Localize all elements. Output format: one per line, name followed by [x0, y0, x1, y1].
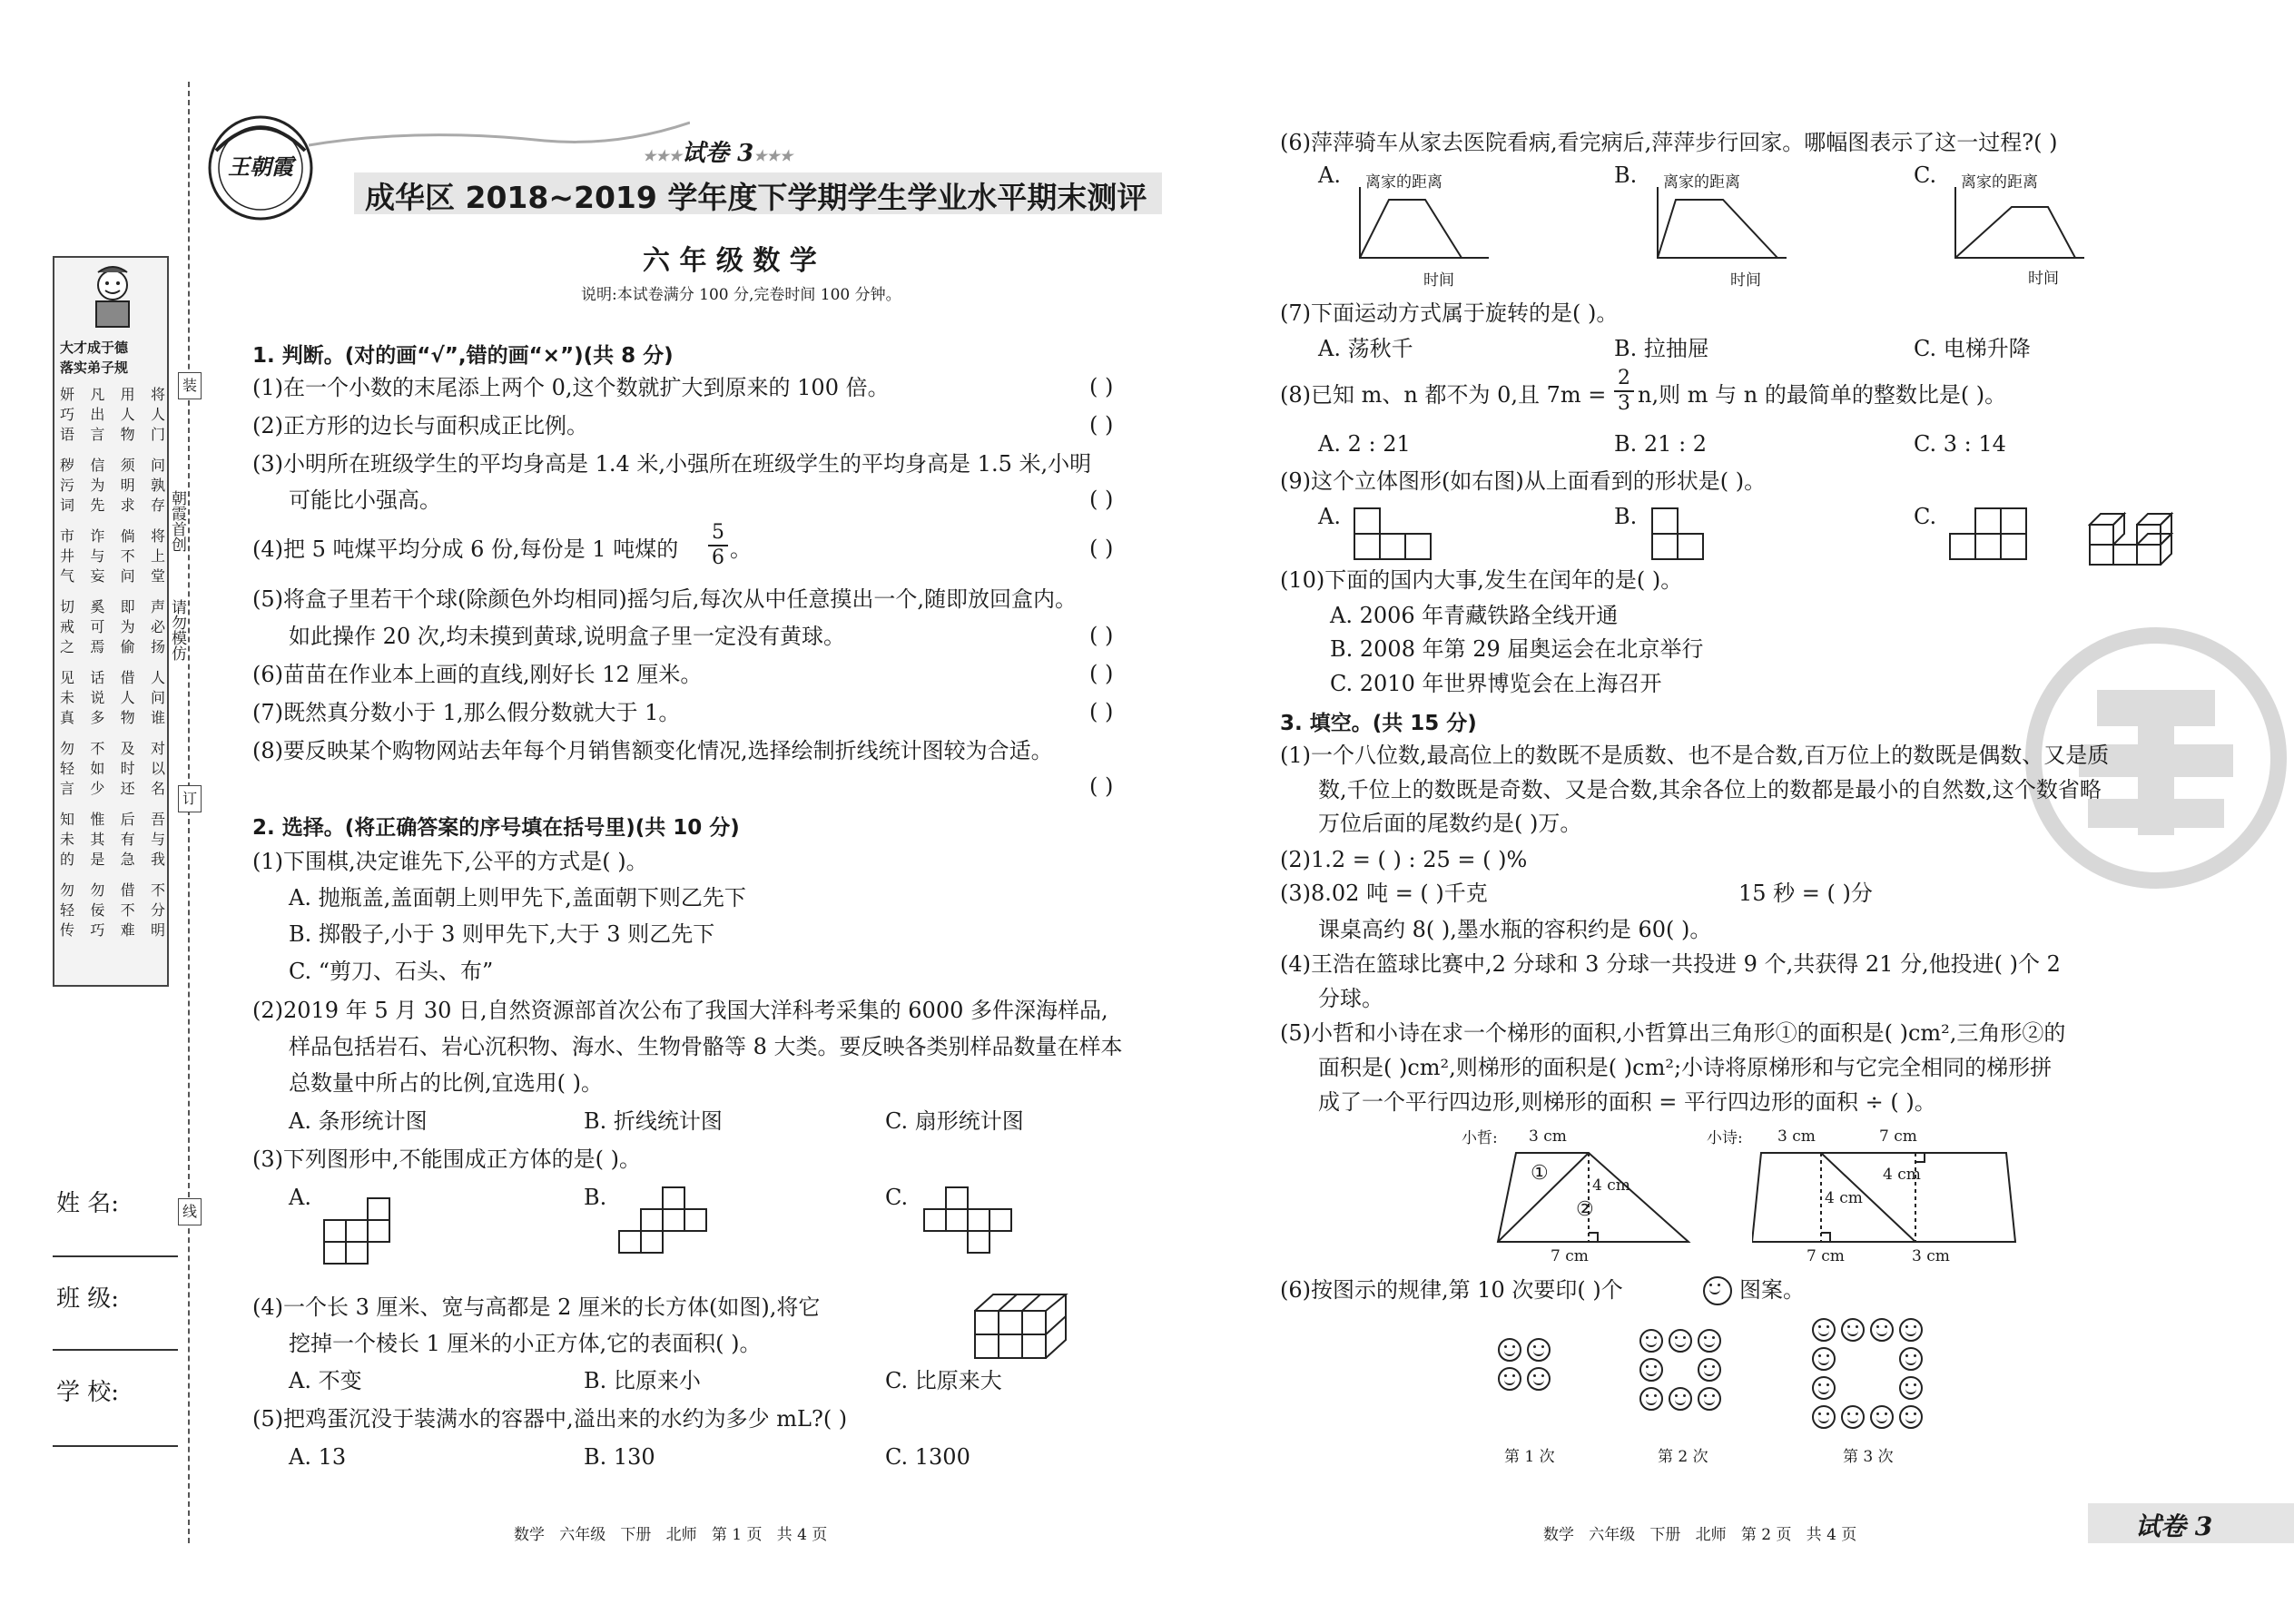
smiley-icon [1527, 1338, 1551, 1362]
ribbon-decoration [309, 118, 690, 154]
smiley-icon [1639, 1358, 1663, 1382]
s2-q9: (9)这个立体图形(如右图)从上面看到的形状是( )。 [1280, 468, 1767, 494]
round-2-label: 第 2 次 [1658, 1448, 1708, 1466]
s3-q6-post: 图案。 [1739, 1277, 1805, 1303]
s2-q4-option-c[interactable]: C. 比原来大 [885, 1368, 1002, 1393]
s3-q6-pre: (6)按图示的规律,第 10 次要印( )个 [1280, 1277, 1623, 1303]
s2-q2-option-a[interactable]: A. 条形统计图 [289, 1108, 428, 1134]
cube-net-b [617, 1186, 708, 1267]
s2-q2-line1: (2)2019 年 5 月 30 日,自然资源部首次公布了我国大洋科考采集的 6000 多件深海样品, [252, 998, 1108, 1023]
section2-title: 2. 选择。(将正确答案的序号填在括号里)(共 10 分) [252, 816, 740, 840]
s2-q8-fraction: 2 3 [1614, 367, 1634, 416]
s2-q3: (3)下列图形中,不能围成正方体的是( )。 [252, 1147, 641, 1172]
s2-q8-post: n,则 m 与 n 的最简单的整数比是( )。 [1638, 382, 2007, 408]
s1-q8: (8)要反映某个购物网站去年每个月销售额变化情况,选择绘制折线统计图较为合适。 [252, 738, 1053, 763]
s2-q10-option-a[interactable]: A. 2006 年青藏铁路全线开通 [1330, 603, 1619, 628]
graph-b-label[interactable]: B. [1614, 162, 1638, 188]
smiley-icon [1870, 1405, 1894, 1429]
smiley-icon [1812, 1318, 1836, 1342]
school-label: 学 校: [56, 1379, 120, 1406]
s2-q10-option-c[interactable]: C. 2010 年世界博览会在上海召开 [1330, 671, 1662, 696]
s2-q5-option-a[interactable]: A. 13 [289, 1444, 347, 1470]
s2-q5-option-c[interactable]: C. 1300 [885, 1444, 970, 1470]
s2-q1-option-c[interactable]: C. “剪刀、石头、布” [289, 959, 494, 984]
copyright-tag-2: 请勿模仿 [168, 599, 186, 661]
xiaozhe-label: 小哲: [1462, 1129, 1498, 1147]
binding-line [188, 82, 190, 1543]
exam-tag: ★★★试卷 3★★★ [643, 140, 793, 167]
s2-q1-option-a[interactable]: A. 抛瓶盖,盖面朝上则甲先下,盖面朝下则乙先下 [289, 885, 746, 910]
s1-q3-answer[interactable]: ( ) [1089, 487, 1114, 512]
smiley-icon [1498, 1338, 1521, 1362]
s3-q3-part1: (3)8.02 吨 = ( )千克 [1280, 881, 1488, 906]
footer-right: 数学 六年级 下册 北师 第 2 页 共 4 页 [1543, 1526, 1857, 1544]
name-field[interactable] [53, 1255, 178, 1257]
s2-q3-option-b-label[interactable]: B. [584, 1185, 607, 1210]
pattern-round-3 [1812, 1318, 1930, 1436]
trapezoid-xiaozhe: 3 cm ① 4 cm ② 7 cm [1489, 1126, 1707, 1271]
smiley-icon [1812, 1405, 1836, 1429]
s2-q2-option-c[interactable]: C. 扇形统计图 [885, 1108, 1024, 1134]
s2-q4-option-b[interactable]: B. 比原来小 [584, 1368, 701, 1393]
smiley-icon [1899, 1347, 1923, 1371]
logo-text: 王朝霞 [228, 153, 293, 180]
s2-q7-option-b[interactable]: B. 拉抽屉 [1614, 336, 1709, 361]
graph-a-label[interactable]: A. [1318, 162, 1341, 188]
smiley-icon [1498, 1367, 1521, 1391]
round-1-label: 第 1 次 [1504, 1448, 1555, 1466]
smiley-icon [1698, 1387, 1721, 1411]
smiley-icon [1527, 1367, 1551, 1391]
smiley-icon [1841, 1318, 1865, 1342]
cube-net-a [323, 1196, 414, 1265]
s3-q2: (2)1.2 = ( ) : 25 = ( )% [1280, 847, 1528, 872]
s1-q2-answer[interactable]: ( ) [1089, 412, 1114, 438]
motto-header-2: 落实弟子规 [60, 359, 129, 376]
smiley-icon [1669, 1329, 1692, 1353]
motto-text: 妍 凡 用 将 巧 出 人 人 语 言 物 门 秽 信 须 问 污 为 明 孰 词 先 求 存 市 诈 倘 将 井 与 不 上 气 妄 问 堂 切 奚 即 声 戒 可 为 必 之 焉 偷 扬 见 话 借 人 未 说 人 问 真 多 物 谁 勿 不 及 对 轻 如 时 以 言 少 还 名 知 惟 后 吾 未 其 有 与 的 是 急 我 勿 勿 借 不 轻 佞 不 分 传 巧 难 明 [60, 386, 165, 939]
top-view-c [1948, 507, 2039, 561]
s2-q7: (7)下面运动方式属于旋转的是( )。 [1280, 300, 1619, 326]
cube-net-c [922, 1186, 1013, 1267]
s1-q6: (6)苗苗在作业本上画的直线,刚好长 12 厘米。 [252, 662, 703, 687]
s1-q4-answer[interactable]: ( ) [1089, 536, 1114, 561]
s2-q8-option-a[interactable]: A. 2 : 21 [1318, 431, 1411, 457]
s1-q7-answer[interactable]: ( ) [1089, 699, 1114, 724]
s1-q3-line1: (3)小明所在班级学生的平均身高是 1.4 米,小强所在班级学生的平均身高是 1.5 米,小明 [252, 451, 1092, 477]
smiley-icon [1812, 1347, 1836, 1371]
s2-q2-line3: 总数量中所占的比例,宜选用( )。 [289, 1070, 603, 1096]
s2-q7-option-a[interactable]: A. 荡秋千 [1318, 336, 1413, 361]
class-field[interactable] [53, 1349, 178, 1351]
s1-q6-answer[interactable]: ( ) [1089, 661, 1114, 686]
smiley-icon [1899, 1376, 1923, 1400]
s2-q4-line1: (4)一个长 3 厘米、宽与高都是 2 厘米的长方体(如图),将它 [252, 1294, 821, 1320]
s2-q4-line2: 挖掉一个棱长 1 厘米的小正方体,它的表面积( )。 [289, 1331, 762, 1356]
s2-q6: (6)萍萍骑车从家去医院看病,看完病后,萍萍步行回家。哪幅图表示了这一过程?( ) [1280, 130, 2058, 155]
s1-q1: (1)在一个小数的末尾添上两个 0,这个数就扩大到原来的 100 倍。 [252, 375, 890, 400]
s2-q4-option-a[interactable]: A. 不变 [289, 1368, 362, 1393]
s1-q7: (7)既然真分数小于 1,那么假分数就大于 1。 [252, 700, 681, 725]
s1-q5-line2: 如此操作 20 次,均未摸到黄球,说明盒子里一定没有黄球。 [289, 624, 846, 649]
s2-q9-option-c-label[interactable]: C. [1914, 504, 1937, 529]
section3-title: 3. 填空。(共 15 分) [1280, 712, 1477, 735]
graph-c: 离家的距离 时间 [1948, 169, 2093, 287]
binding-tag-2: 订 [178, 785, 202, 812]
s2-q9-option-a-label[interactable]: A. [1318, 504, 1341, 529]
s1-q8-answer[interactable]: ( ) [1089, 773, 1114, 799]
top-view-a [1353, 507, 1443, 561]
s2-q8-option-c[interactable]: C. 3 : 14 [1914, 431, 2006, 457]
s2-q8-pre: (8)已知 m、n 都不为 0,且 7m = [1280, 382, 1607, 408]
class-label: 班 级: [56, 1285, 120, 1313]
pattern-round-1 [1498, 1338, 1552, 1393]
s3-q1-line1: (1)一个八位数,最高位上的数既不是质数、也不是合数,百万位上的数既是偶数、又是质 [1280, 743, 2110, 768]
s2-q2-line2: 样品包括岩石、岩心沉积物、海水、生物骨骼等 8 大类。要反映各类别样品数量在样本 [289, 1034, 1123, 1059]
smiley-icon [1899, 1318, 1923, 1342]
s2-q10-option-b[interactable]: B. 2008 年第 29 届奥运会在北京举行 [1330, 636, 1704, 662]
cuboid-figure [971, 1289, 1071, 1362]
round-3-label: 第 3 次 [1843, 1448, 1894, 1466]
s3-q1-line3: 万位后面的尾数约是( )万。 [1318, 811, 1582, 836]
solid-figure [2088, 505, 2188, 568]
cartoon-boy-icon [87, 265, 138, 330]
name-label: 姓 名: [56, 1190, 120, 1217]
s1-q3-line2: 可能比小强高。 [289, 487, 441, 513]
s2-q3-option-a-label[interactable]: A. [289, 1185, 311, 1210]
xiaoshi-label: 小诗: [1707, 1129, 1743, 1147]
subject-title: 六 年 级 数 学 [643, 245, 817, 277]
s2-q1: (1)下围棋,决定谁先下,公平的方式是( )。 [252, 849, 648, 874]
smiley-icon [1698, 1358, 1721, 1382]
s3-q4-line1: (4)王浩在篮球比赛中,2 分球和 3 分球一共投进 9 个,共获得 21 分,他投进( )个 2 [1280, 951, 2061, 977]
smiley-icon [1639, 1329, 1663, 1353]
s3-q5-line3: 成了一个平行四边形,则梯形的面积 = 平行四边形的面积 ÷ ( )。 [1318, 1089, 1936, 1115]
motto-header-1: 大才成于德 [60, 340, 129, 356]
parallelogram-xiaoshi: 3 cm 7 cm 4 cm 4 cm 7 cm 3 cm [1752, 1126, 2024, 1271]
s3-q5-line1: (5)小哲和小诗在求一个梯形的面积,小哲算出三角形①的面积是( )cm²,三角形②的 [1280, 1020, 2066, 1046]
graph-c-label[interactable]: C. [1914, 162, 1937, 188]
top-view-b [1650, 507, 1714, 561]
s2-q8-option-b[interactable]: B. 21 : 2 [1614, 431, 1708, 457]
s1-q4-fraction: 5 6 [708, 521, 728, 570]
s3-q3-part3: 课桌高约 8( ),墨水瓶的容积约是 60( )。 [1318, 917, 1712, 942]
motto-panel [53, 256, 169, 987]
smiley-icon [1841, 1405, 1865, 1429]
binding-tag-1: 装 [178, 372, 202, 399]
smiley-icon [1812, 1376, 1836, 1400]
s2-q2-option-b[interactable]: B. 折线统计图 [584, 1108, 723, 1134]
smiley-icon [1899, 1405, 1923, 1429]
s2-q1-option-b[interactable]: B. 掷骰子,小于 3 则甲先下,大于 3 则乙先下 [289, 921, 715, 947]
s3-q5-line2: 面积是( )cm²,则梯形的面积是( )cm²;小诗将原梯形和与它完全相同的梯形拼 [1318, 1055, 2053, 1080]
s2-q5: (5)把鸡蛋沉没于装满水的容器中,溢出来的水约为多少 mL?( ) [252, 1406, 848, 1432]
copyright-tag-1: 朝霞首创 [168, 490, 186, 552]
s3-q4-line2: 分球。 [1318, 986, 1383, 1011]
exam-note: 说明:本试卷满分 100 分,完卷时间 100 分钟。 [581, 286, 901, 304]
s1-q4: (4)把 5 吨煤平均分成 6 份,每份是 1 吨煤的 [252, 536, 679, 562]
s1-q4-tail: 。 [730, 536, 752, 562]
school-field[interactable] [53, 1445, 178, 1447]
publisher-logo [207, 114, 314, 221]
smiley-icon [1639, 1387, 1663, 1411]
s3-q1-line2: 数,千位上的数既是奇数、又是合数,其余各位上的数都是最小的自然数,这个数省略 [1318, 777, 2102, 802]
smiley-icon [1703, 1276, 1732, 1305]
s2-q10: (10)下面的国内大事,发生在闰年的是( )。 [1280, 567, 1683, 593]
s2-q3-option-c-label[interactable]: C. [885, 1185, 909, 1210]
s1-q5-line1: (5)将盒子里若干个球(除颜色外均相同)摇匀后,每次从中任意摸出一个,随即放回盒内。 [252, 586, 1077, 612]
footer-left: 数学 六年级 下册 北师 第 1 页 共 4 页 [514, 1526, 828, 1544]
graph-b: 离家的距离 时间 [1650, 169, 1796, 287]
smiley-icon [1669, 1387, 1692, 1411]
section1-title: 1. 判断。(对的画“√”,错的画“×”)(共 8 分) [252, 344, 674, 368]
s3-q3-part2: 15 秒 = ( )分 [1738, 881, 1873, 906]
s2-q7-option-c[interactable]: C. 电梯升降 [1914, 336, 2031, 361]
footer-badge: 试卷 3 [2135, 1511, 2213, 1541]
binding-tag-3: 线 [178, 1198, 202, 1225]
s1-q5-answer[interactable]: ( ) [1089, 623, 1114, 648]
s1-q1-answer[interactable]: ( ) [1089, 374, 1114, 399]
pattern-round-2 [1639, 1329, 1730, 1420]
smiley-icon [1698, 1329, 1721, 1353]
s2-q5-option-b[interactable]: B. 130 [584, 1444, 655, 1470]
smiley-icon [1870, 1318, 1894, 1342]
s2-q9-option-b-label[interactable]: B. [1614, 504, 1638, 529]
s1-q2: (2)正方形的边长与面积成正比例。 [252, 413, 588, 438]
graph-a: 离家的距离 时间 [1353, 169, 1498, 287]
exam-title: 成华区 2018~2019 学年度下学期学生学业水平期末测评 [365, 180, 1147, 215]
